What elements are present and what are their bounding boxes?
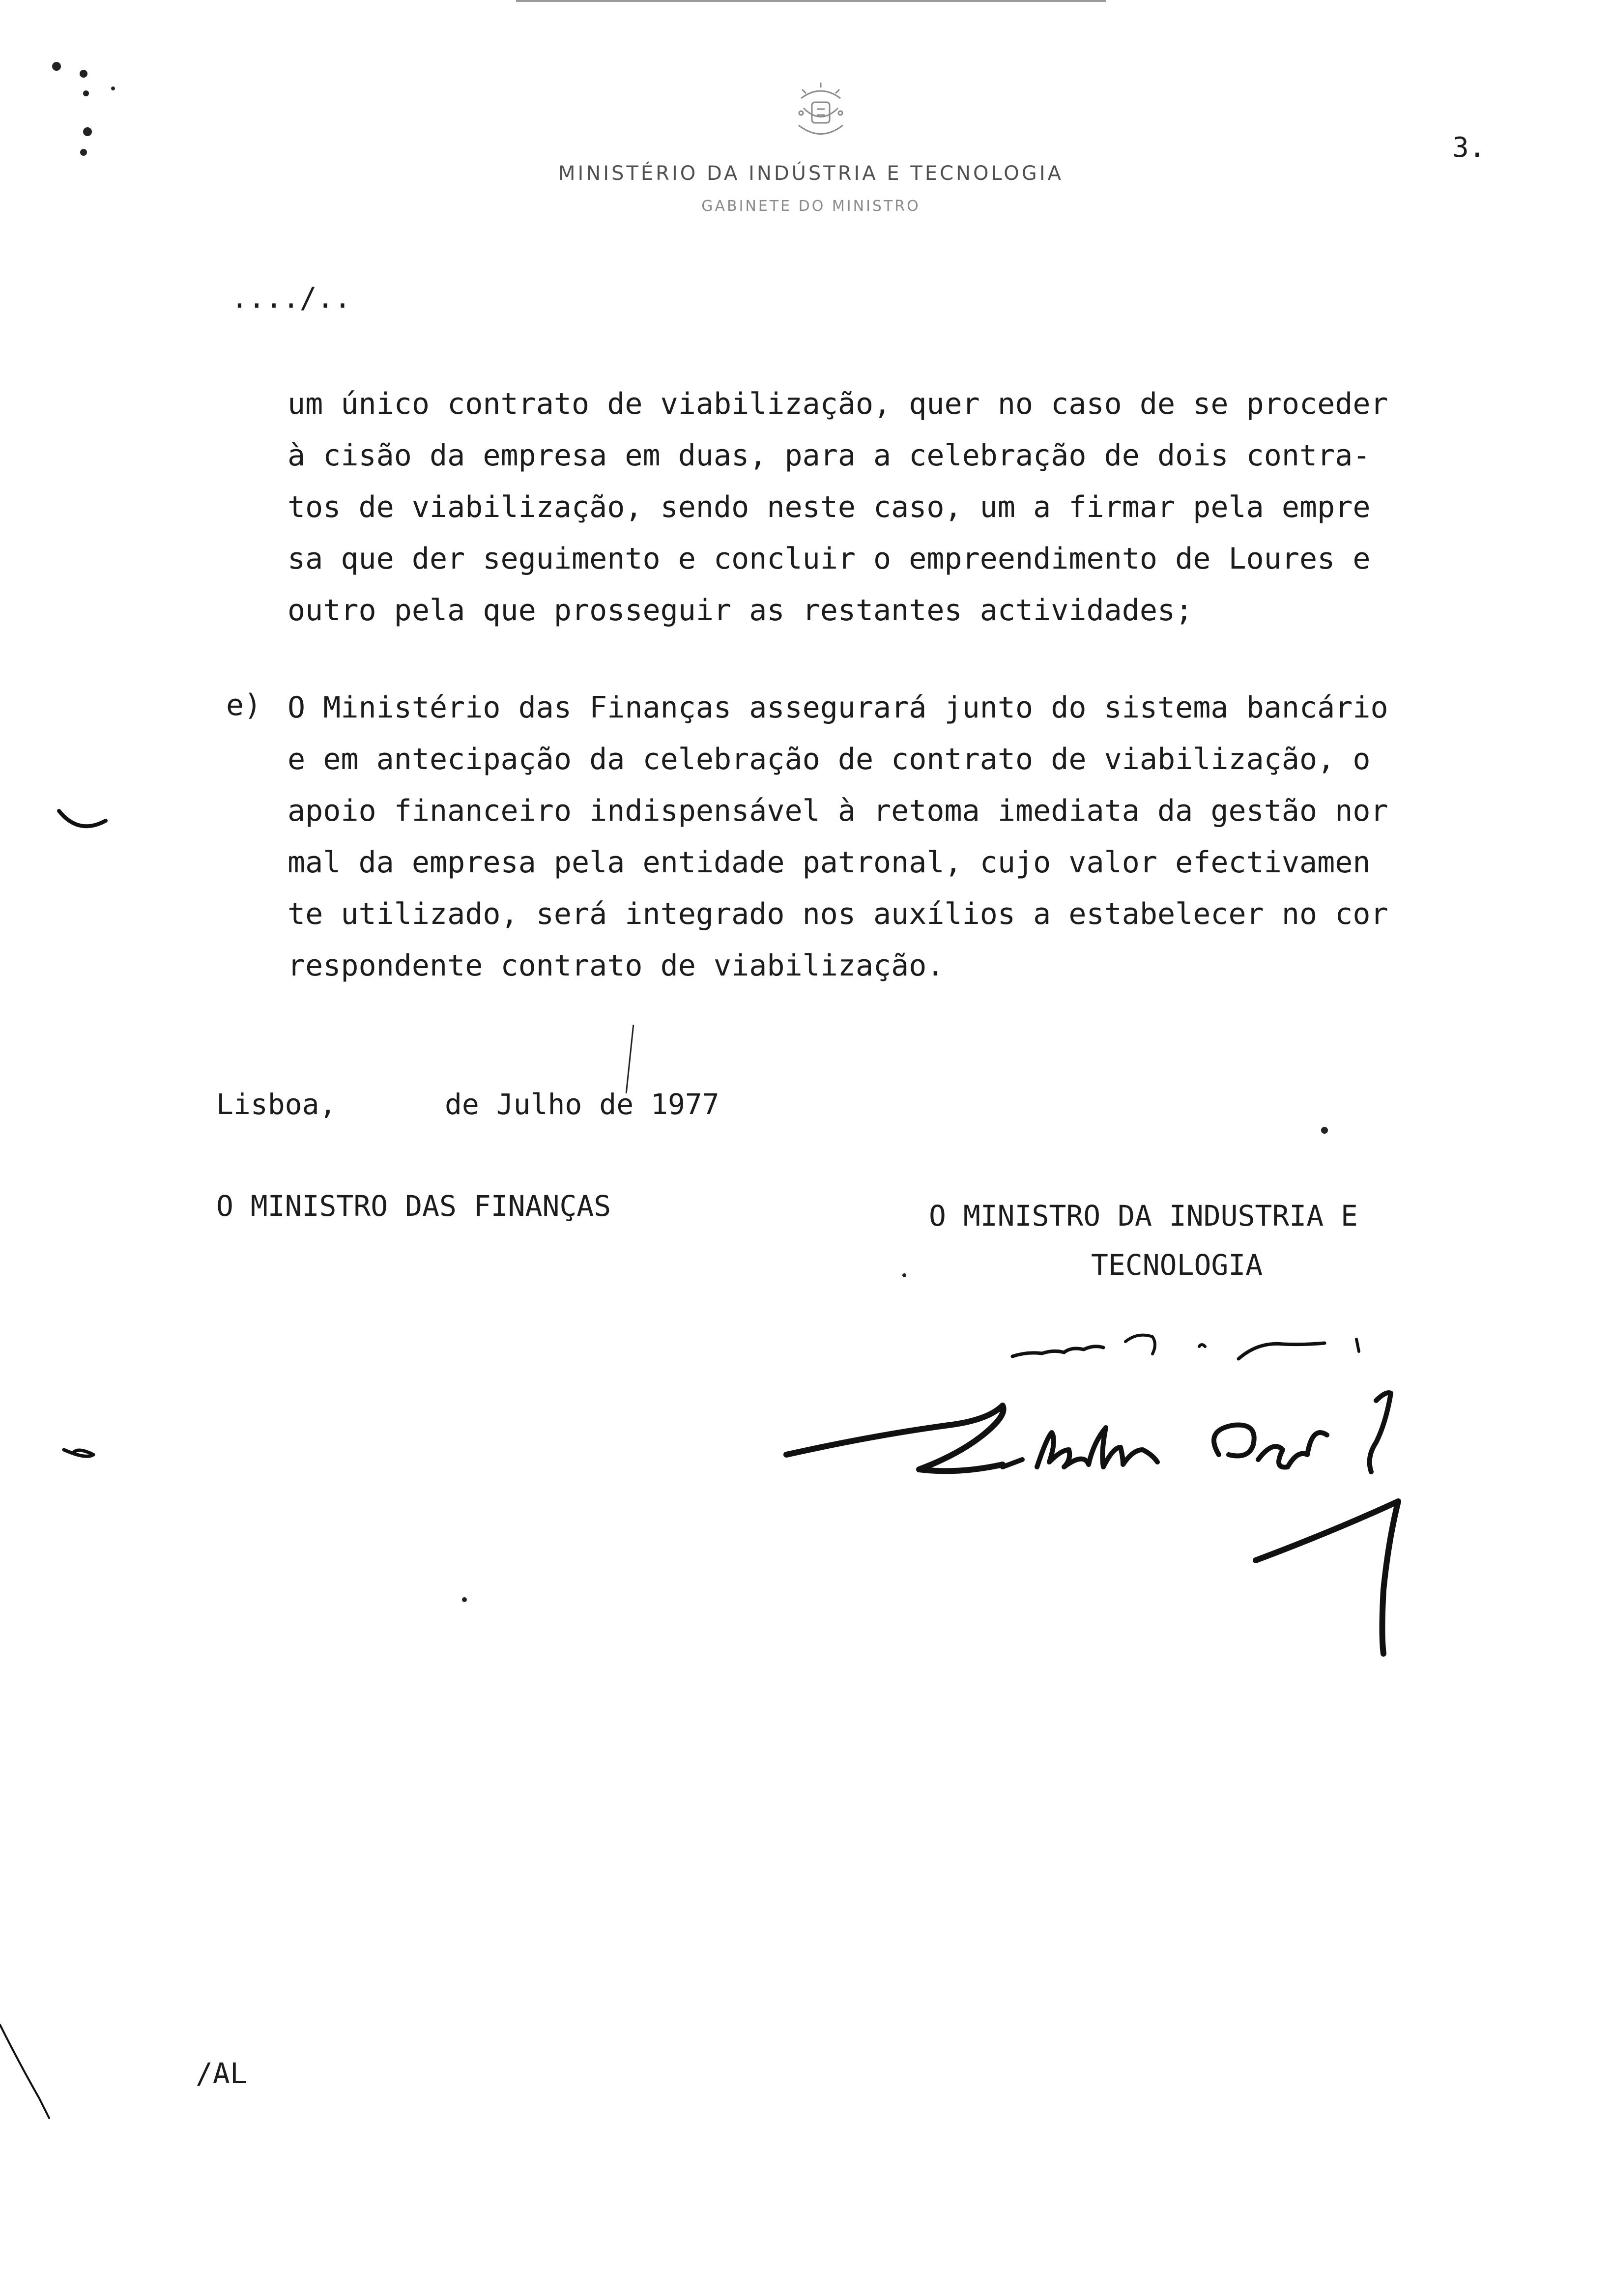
ministry-header: MINISTÉRIO DA INDÚSTRIA E TECNOLOGIA [558, 162, 1064, 185]
text-line: apoio financeiro indispensável à retoma imediata da gestão nor [288, 794, 1388, 828]
text-line: um único contrato de viabilização, quer no caso de se proceder [288, 387, 1388, 421]
signatory-industry-minister-line1: O MINISTRO DA INDUSTRIA E [929, 1199, 1358, 1233]
text-line: respondente contrato de viabilização. [288, 948, 945, 983]
place: Lisboa, [216, 1088, 337, 1121]
text-line: O Ministério das Finanças assegurará junto do sistema bancário [288, 690, 1388, 725]
text-line: tos de viabilização, sendo neste caso, um a firmar pela empre [288, 490, 1371, 524]
signatory-industry-minister-line2: TECNOLOGIA [1091, 1248, 1263, 1282]
date: de Julho de 1977 [445, 1088, 720, 1121]
item-e-marker: e) [226, 688, 262, 722]
scan-specks [52, 62, 1328, 1602]
page-number: 3. [1452, 132, 1486, 164]
office-subheader: GABINETE DO MINISTRO [701, 198, 921, 215]
text-line: mal da empresa pela entidade patronal, cujo valor efectivamen [288, 845, 1371, 880]
text-line: te utilizado, será integrado nos auxílios a estabelecer no cor [288, 897, 1388, 931]
text-line: à cisão da empresa em duas, para a celebração de dois contra- [288, 438, 1371, 473]
document-reference: /AL [196, 2057, 247, 2090]
text-line: e em antecipação da celebração de contrato de viabilização, o [288, 742, 1371, 776]
signature [0, 811, 1398, 2118]
text-line: sa que der seguimento e concluir o empreendimento de Loures e [288, 542, 1371, 576]
signatory-finance-minister: O MINISTRO DAS FINANÇAS [216, 1189, 611, 1223]
continuation-mark: ..../.. [231, 281, 351, 315]
text-line: outro pela que prosseguir as restantes actividades; [288, 593, 1193, 628]
